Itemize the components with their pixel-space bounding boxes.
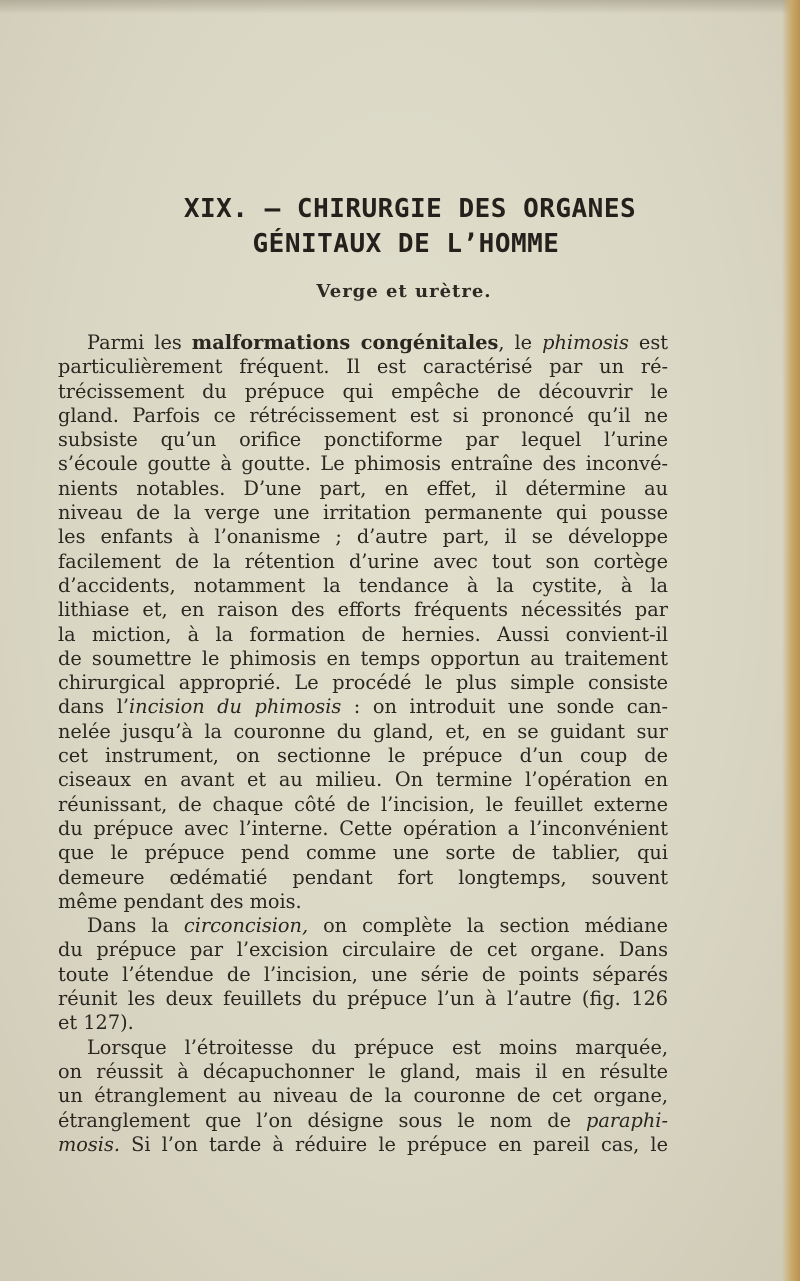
text-run: les enfants à l’onanisme ; d’autre part, il se développe	[58, 525, 668, 549]
text-run: dans l’	[58, 695, 129, 719]
text-run: , le	[498, 331, 543, 354]
text-line	[58, 623, 668, 647]
text-run: de soumettre le phimosis en temps opportun au traitement	[58, 646, 668, 670]
page-top-shadow	[0, 0, 800, 14]
text-run: et 127).	[58, 1011, 134, 1035]
italic-term: incision du phimosis	[129, 695, 342, 719]
text-run: d’accidents, notamment la tendance à la cystite, à la	[58, 573, 668, 597]
text-run: subsiste qu’un orifice ponctiforme par lequel l’urine	[58, 428, 668, 452]
text-line	[58, 477, 668, 501]
text-run: un étranglement au niveau de la couronne de cet organe,	[58, 1084, 668, 1108]
text-line	[58, 428, 668, 452]
text-line	[58, 452, 668, 476]
text-run: nients notables. D’une part, en effet, il détermine au	[58, 476, 668, 500]
text-line	[58, 793, 668, 817]
text-run: gland. Parfois ce rétrécissement est si prononcé qu’il ne	[58, 403, 668, 427]
text-line	[58, 720, 668, 744]
text-run: on réussit à décapuchonner le gland, mais il en résulte	[58, 1059, 668, 1083]
text-run: Dans la	[87, 914, 184, 938]
text-run: réunissant, de chaque côté de l’incision, le feuillet externe	[58, 792, 668, 816]
text-line	[58, 598, 668, 622]
text-run: demeure œdématié pendant fort longtemps, souvent	[58, 865, 668, 889]
text-run: s’écoule goutte à goutte. Le phimosis entraîne des inconvé-	[58, 452, 668, 476]
text-line	[58, 1011, 668, 1035]
text-run: du prépuce avec l’interne. Cette opération a l’inconvénient	[58, 816, 668, 840]
text-line	[58, 574, 668, 598]
text-run: facilement de la rétention d’urine avec tout son cortège	[58, 549, 668, 573]
text-run: nelée jusqu’à la couronne du gland, et, en se guidant sur	[58, 719, 668, 743]
text-run: même pendant des mois.	[58, 889, 302, 913]
paragraph	[58, 331, 668, 914]
text-line	[58, 1060, 668, 1084]
text-run: trécissement du prépuce qui empêche de découvrir le	[58, 379, 668, 403]
text-line	[58, 671, 668, 695]
chapter-title-line-1: XIX. — CHIRURGIE DES ORGANES	[183, 194, 637, 224]
text-run: chirurgical approprié. Le procédé le plus simple consiste	[58, 671, 668, 695]
body-text	[58, 331, 668, 1157]
text-line	[58, 404, 668, 428]
text-run: on complète la section médiane	[308, 914, 668, 938]
text-line	[58, 1036, 668, 1060]
text-line	[58, 914, 668, 938]
text-run: est	[628, 331, 668, 354]
text-line	[58, 550, 668, 574]
text-line	[58, 817, 668, 841]
italic-term: circoncision,	[183, 914, 309, 938]
text-line	[58, 744, 668, 768]
text-run: Lorsque l’étroitesse du prépuce est moins marquée,	[87, 1035, 668, 1059]
text-line	[58, 938, 668, 962]
text-run: que le prépuce pend comme une sorte de tablier, qui	[58, 841, 668, 865]
text-line	[58, 1133, 668, 1157]
text-run: : on introduit une sonde can-	[341, 695, 669, 719]
bold-term: malformations congénitales	[191, 331, 499, 354]
text-run: niveau de la verge une irritation permanente qui pousse	[58, 501, 668, 525]
text-run: lithiase et, en raison des efforts fréquents nécessités par	[58, 598, 668, 622]
text-line	[58, 647, 668, 671]
chapter-title-line-2: GÉNITAUX DE L’HOMME	[252, 229, 560, 259]
text-line	[58, 380, 668, 404]
text-line	[58, 890, 668, 914]
text-line	[58, 1109, 668, 1133]
text-run: cet instrument, on sectionne le prépuce d’un coup de	[58, 744, 668, 768]
text-line	[58, 866, 668, 890]
text-run: particulièrement fréquent. Il est caractérisé par un ré-	[58, 355, 668, 379]
section-heading: Verge et urètre.	[316, 281, 492, 302]
text-run: la miction, à la formation de hernies. Aussi convient-il	[58, 622, 668, 646]
paragraph	[58, 914, 668, 1035]
text-line	[58, 355, 668, 379]
text-run: du prépuce par l’excision circulaire de cet organe. Dans	[58, 938, 668, 962]
paragraph	[58, 1036, 668, 1157]
text-run: Si l’on tarde à réduire le prépuce en pareil cas, le	[119, 1132, 668, 1156]
text-line	[58, 841, 668, 865]
text-line	[58, 525, 668, 549]
text-run: ciseaux en avant et au milieu. On termine l’opération en	[58, 768, 668, 792]
text-run: Parmi les	[87, 331, 192, 354]
text-line	[58, 501, 668, 525]
text-line	[58, 331, 668, 355]
italic-term: mosis.	[58, 1132, 120, 1156]
text-run: toute l’étendue de l’incision, une série de points séparés	[58, 962, 668, 986]
text-line	[58, 695, 668, 719]
text-line	[58, 963, 668, 987]
italic-term: paraphi-	[586, 1108, 668, 1132]
text-run: étranglement que l’on désigne sous le nom de	[58, 1108, 586, 1132]
text-run: réunit les deux feuillets du prépuce l’un à l’autre (fig. 126	[58, 987, 668, 1011]
text-line	[58, 1084, 668, 1108]
text-line	[58, 768, 668, 792]
text-line	[58, 987, 668, 1011]
italic-term: phimosis	[542, 331, 629, 354]
